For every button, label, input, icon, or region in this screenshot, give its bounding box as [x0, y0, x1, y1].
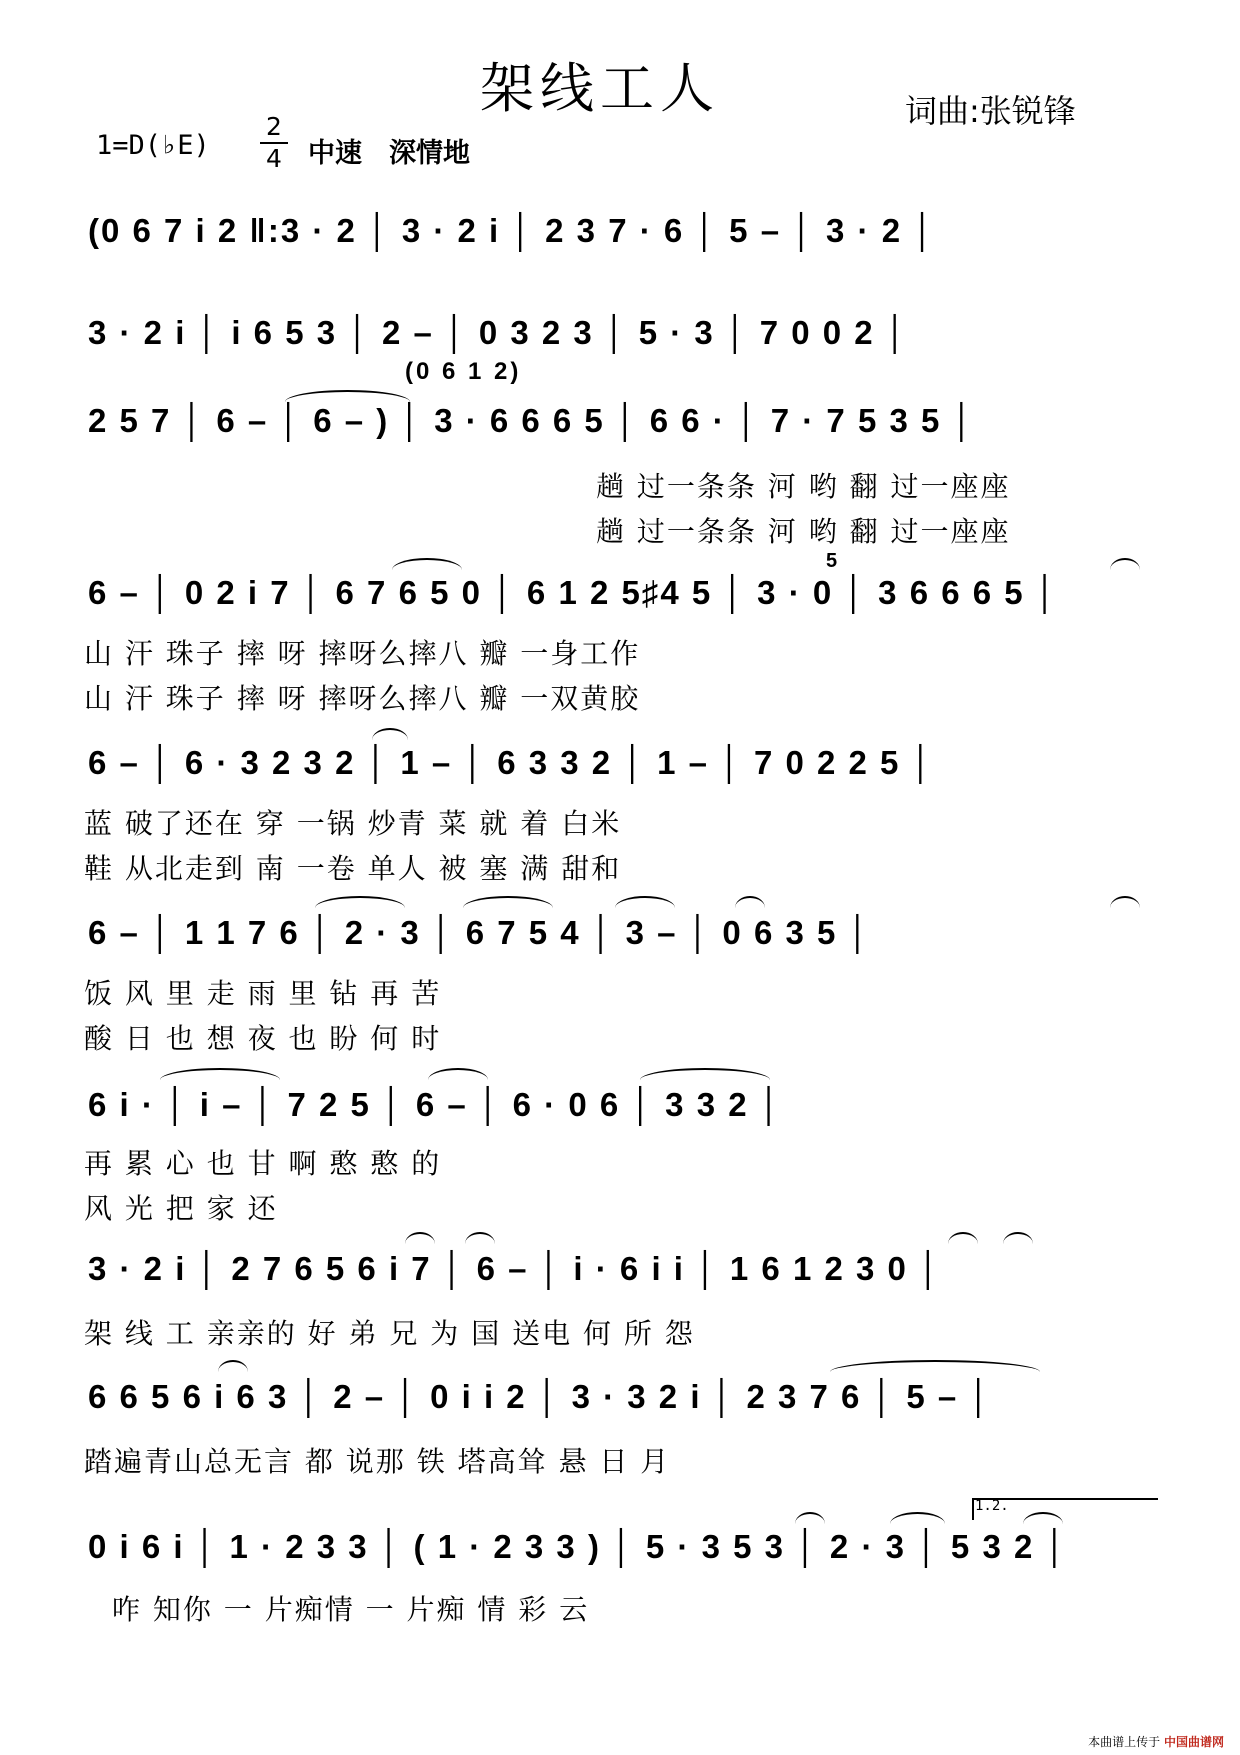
- tie-mark: [1023, 1512, 1063, 1524]
- score-title: 架线工人: [480, 57, 720, 120]
- footer-upload-note: [1088, 1733, 1224, 1750]
- site-logo: 中国曲谱网: [1163, 1735, 1224, 1749]
- score-row-3-lyric-2: 趟 过一条条 河 哟 翻 过一座座: [596, 515, 1011, 548]
- score-row-3-bracket-notes: (0 6 1 2): [405, 358, 522, 385]
- volta-bracket: [972, 1498, 1158, 1500]
- score-row-9-lyric-1: 踏遍青山总无言 都 说那 铁 塔高耸 悬 日 月: [84, 1445, 671, 1478]
- tie-mark: [1110, 896, 1140, 908]
- score-row-4-lyric-2: 山 汗 珠子 摔 呀 摔呀么摔八 瓣 一双黄胶: [84, 682, 641, 715]
- score-row-8-notes: 3 · 2 i │ 2 7 6 5 6 i 7 │ 6 – │ i · 6 i i │ 1 6 1 2 3 0 │: [88, 1250, 942, 1287]
- volta-label: 1.2.: [975, 1498, 1009, 1514]
- tie-mark: [392, 558, 462, 570]
- tie-mark: [830, 1360, 1040, 1372]
- tie-mark: [428, 1068, 488, 1080]
- time-signature-top: 2: [266, 112, 282, 141]
- tie-mark: [218, 1360, 248, 1372]
- score-row-4-notes: 6 – │ 0 2 i 7 │ 6 7 6 5 0 │ 6 1 2 5♯4 5 │ 3 · 0 │ 3 6 6 6 5 │: [88, 574, 1059, 611]
- tie-mark: [463, 896, 553, 908]
- time-signature-bottom: 4: [266, 144, 282, 173]
- score-row-3-lyric-1: 趟 过一条条 河 哟 翻 过一座座: [596, 470, 1011, 503]
- tie-mark: [615, 896, 675, 908]
- score-row-5-lyric-2: 鞋 从北走到 南 一卷 单人 被 塞 满 甜和: [84, 852, 622, 885]
- score-row-1-notes: (0 6 7 i 2 ‖:3 · 2 │ 3 · 2 i │ 2 3 7 · 6 │ 5 – │ 3 · 2 │: [88, 212, 936, 249]
- tie-mark: [372, 728, 408, 740]
- tie-mark: [285, 390, 410, 402]
- time-signature: [258, 112, 290, 174]
- footer-upload-text: 本曲谱上传于: [1088, 1735, 1161, 1749]
- score-row-5-notes: 6 – │ 6 · 3 2 3 2 │ 1 – │ 6 3 3 2 │ 1 – │ 7 0 2 2 5 │: [88, 744, 935, 781]
- tempo-marking: 中速 深情地: [308, 138, 470, 169]
- grace-note: 5: [826, 550, 841, 572]
- score-row-6-notes: 6 – │ 1 1 7 6 │ 2 · 3 │ 6 7 5 4 │ 3 – │ 0 6 3 5 │: [88, 914, 872, 951]
- score-row-5-lyric-1: 蓝 破了还在 穿 一锅 炒青 菜 就 着 白米: [84, 807, 622, 840]
- score-row-7-notes: 6 i · │ i – │ 7 2 5 │ 6 – │ 6 · 0 6 │ 3 3 2 │: [88, 1086, 783, 1123]
- score-row-6-lyric-2: 酸 日 也 想 夜 也 盼 何 时: [84, 1022, 442, 1055]
- volta-bracket-left: [972, 1498, 974, 1520]
- key-signature: 1=D(♭E): [96, 130, 210, 161]
- score-row-8-lyric-1: 架 线 工 亲亲的 好 弟 兄 为 国 送电 何 所 怨: [84, 1317, 695, 1350]
- score-row-6-lyric-1: 饭 风 里 走 雨 里 钻 再 苦: [84, 977, 442, 1010]
- score-row-3-notes: 2 5 7 │ 6 – │ 6 – ) │ 3 · 6 6 6 5 │ 6 6 · │ 7 · 7 5 3 5 │: [88, 402, 976, 439]
- tie-mark: [948, 1232, 978, 1244]
- score-row-9-notes: 6 6 5 6 i 6 3 │ 2 – │ 0 i i 2 │ 3 · 3 2 i │ 2 3 7 6 │ 5 – │: [88, 1378, 993, 1415]
- score-row-7-lyric-2: 风 光 把 家 还: [84, 1192, 278, 1225]
- score-row-2-notes: 3 · 2 i │ i 6 5 3 │ 2 – │ 0 3 2 3 │ 5 · 3 │ 7 0 0 2 │: [88, 314, 909, 351]
- tie-mark: [315, 896, 405, 908]
- tie-mark: [465, 1232, 495, 1244]
- score-row-10-notes: 0 i 6 i │ 1 · 2 3 3 │ ( 1 · 2 3 3 ) │ 5 · 3 5 3 │ 2 · 3 │ 5 3 2 │: [88, 1528, 1069, 1565]
- tie-mark: [735, 896, 765, 908]
- score-row-7-lyric-1: 再 累 心 也 甘 啊 憨 憨 的: [84, 1147, 442, 1180]
- tie-mark: [1003, 1232, 1033, 1244]
- tie-mark: [890, 1512, 945, 1524]
- composer-credit: 词曲:张锐锋: [905, 92, 1076, 130]
- tie-mark: [640, 1068, 770, 1080]
- tie-mark: [160, 1068, 280, 1080]
- tie-mark: [795, 1512, 825, 1524]
- score-row-4-lyric-1: 山 汗 珠子 摔 呀 摔呀么摔八 瓣 一身工作: [84, 637, 641, 670]
- tie-mark: [1110, 558, 1140, 570]
- score-row-10-lyric-1: 咋 知你 一 片痴情 一 片痴 情 彩 云: [112, 1593, 590, 1626]
- tie-mark: [405, 1232, 435, 1244]
